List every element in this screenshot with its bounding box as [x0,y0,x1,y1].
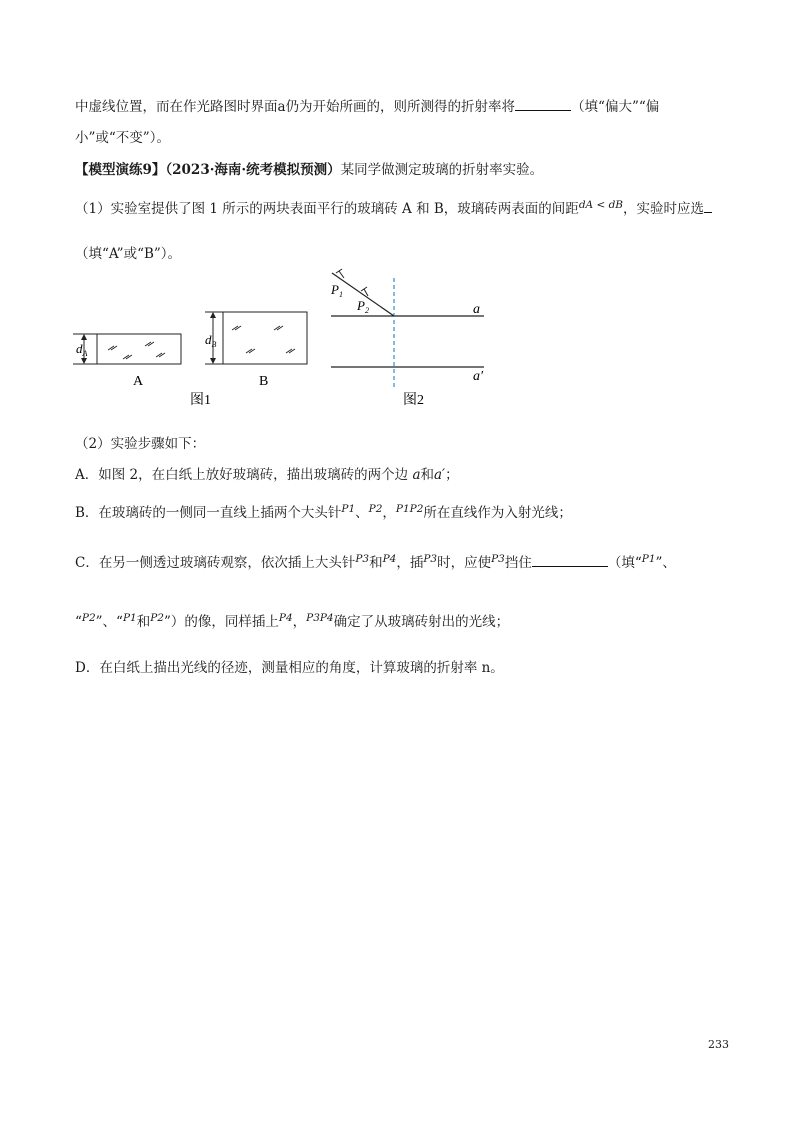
figure-2-caption: 图2 [403,393,424,408]
stepB-text: B．在玻璃砖的一侧同一直线上插两个大头针 [75,505,342,521]
answer-blank-2[interactable] [704,198,712,213]
symbol-P4: P4 [278,612,293,624]
answer-blank-3[interactable] [532,552,608,567]
text-line-2 [75,128,170,148]
stepA-end: ； [445,467,459,483]
glass-hatch-icon [108,342,165,359]
dB-label: $d_B$ [205,332,217,349]
answer-blank-1[interactable] [515,96,571,111]
stepA-and: 和 [420,467,434,483]
figures [0,262,800,412]
q1-text-tail: ，实验时应选 [623,201,705,217]
symbol-P1P2: P1P2 [395,503,424,515]
q2-heading: （2）实验步骤如下： [75,436,206,452]
step-C-continued: “$^{P2}$”、“$^{P1}$和$^{P2}$”）的像，同样插上$^{P4}$，$^{P3P4}$确定了从玻璃砖射出的光线； [75,612,510,630]
a-label: a [473,302,480,317]
glass-block-B [223,312,307,364]
symbol-P2: P2 [150,612,164,624]
symbol-a: a [412,467,421,483]
symbol-P2: P2 [81,612,96,624]
step-C: C．在另一侧透过玻璃砖观察，依次插上大头针$^{P3}$和$^{P4}$，插$^{P3}$时，应使$^{P3}$挡住 （填“$^{P1}$”、 [75,553,676,571]
stepC-text: C．在另一侧透过玻璃砖观察，依次插上大头针 [75,555,356,571]
symbol-P1: P1 [122,612,137,624]
symbol-P3: P3 [355,553,370,565]
symbol-P4: P4 [382,553,397,565]
exercise-title: 某同学做测定玻璃的折射率实验。 [340,162,544,178]
text-line-6 [75,434,205,454]
text-line-3 [75,160,543,180]
block-A-label: A [133,374,144,389]
text-line-4 [75,198,712,220]
a-prime-label: a′ [473,369,484,384]
stepA-text: A．如图 2，在白纸上放好玻璃砖，描出玻璃砖的两个边 [75,467,409,483]
page-number: 233 [708,1038,729,1051]
text-line-5 [75,244,181,264]
line1-text: 中虚线位置，而在作光路图时界面a仍为开始所画的，则所测得的折射率将 [75,99,516,115]
P2-label: $P_2$ [357,298,369,315]
dA-label: $d_A$ [76,341,88,358]
q1-fill-hint: （填“A”或“B”）。 [75,246,182,262]
line2-text: 小”或“不变”）。 [75,130,170,146]
text-line-1 [75,96,659,117]
symbol-a-prime: a′ [434,467,446,483]
step-A [75,465,459,485]
dA-lt-dB-expression: dA < dB [578,199,624,211]
symbol-P1: P1 [341,503,356,515]
figure-1-caption: 图1 [190,393,211,408]
glass-hatch-icon [232,326,295,353]
figure-1 [73,312,307,408]
line1-tail: （填“偏大”“偏 [571,99,660,115]
q1-text: （1）实验室提供了图 1 所示的两块表面平行的玻璃砖 A 和 B，玻璃砖两表面的间距 [75,201,579,217]
step-D [75,658,504,678]
pin-P2-icon [361,287,368,296]
symbol-P2: P2 [368,503,383,515]
block-B-label: B [259,374,269,389]
stepD-text: D．在白纸上描出光线的径迹，测量相应的角度，计算玻璃的折射率 n。 [75,660,504,676]
figure-2 [330,269,484,408]
symbol-P1: P1 [641,553,656,565]
step-B: B．在玻璃砖的一侧同一直线上插两个大头针$^{P1}$、$^{P2}$，$^{P1P2}$所在直线作为入射光线； [75,503,572,521]
symbol-P3: P3 [423,553,438,565]
P1-label: $P_1$ [331,282,343,299]
stepB-end: 所在直线作为入射光线； [423,505,572,521]
symbol-P3P4: P3P4 [306,612,334,624]
exercise-tag: 【模型演练9】（2023·海南·统考模拟预测） [75,162,341,178]
symbol-P3: P3 [491,553,505,565]
